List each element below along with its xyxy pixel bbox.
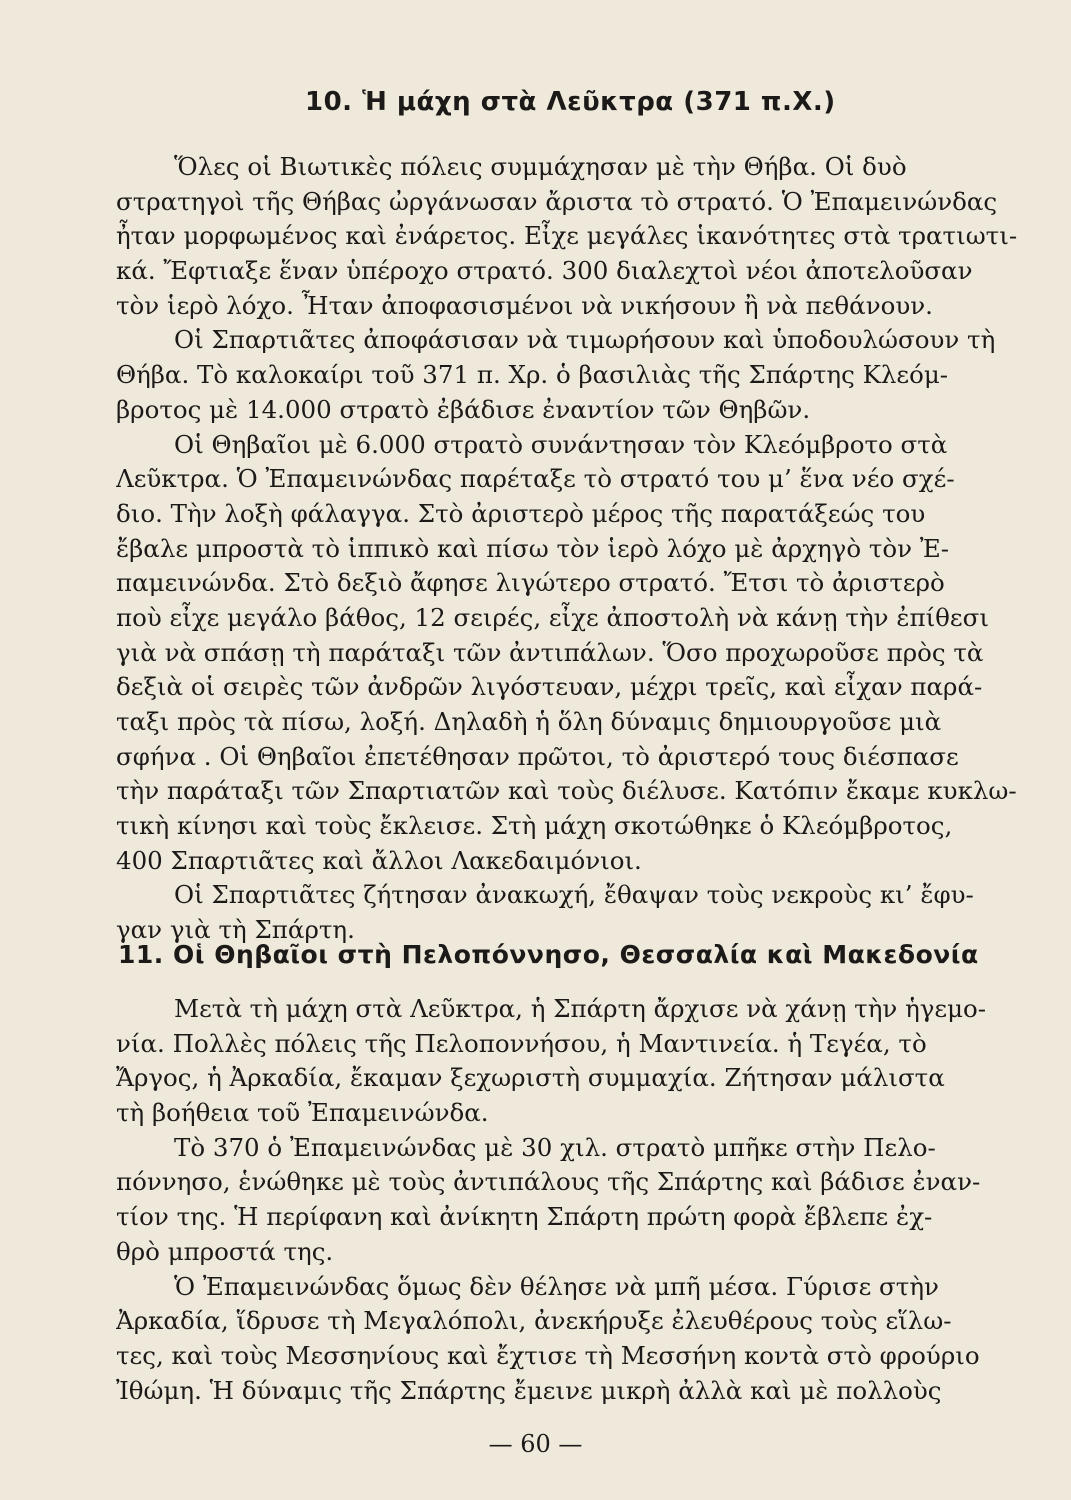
text-line: ποὺ εἶχε μεγάλο βάθος, 12 σειρές, εἶχε ἀποστολὴ νὰ κάνῃ τὴν ἐπίθεσι <box>116 602 989 632</box>
text-line: γιὰ νὰ σπάσῃ τὴ παράταξι τῶν ἀντιπάλων. Ὅσο προχωροῦσε πρὸς τὰ <box>116 637 984 667</box>
text-line: Λεῦκτρα. Ὁ Ἐπαμεινώνδας παρέταξε τὸ στρατό του μ’ ἕνα νέο σχέ- <box>116 464 955 494</box>
text-line: Θήβα. Τὸ καλοκαίρι τοῦ 371 π. Χρ. ὁ βασιλιὰς τῆς Σπάρτης Κλεόμ- <box>116 360 949 390</box>
text-line: 400 Σπαρτιᾶτες καὶ ἄλλοι Λακεδαιμόνιοι. <box>116 845 642 875</box>
section-10-heading: 10. Ἡ μάχη στὰ Λεῦκτρα (371 π.Χ.) <box>305 87 836 117</box>
text-line: Ἄργος, ἡ Ἀρκαδία, ἔκαμαν ξεχωριστὴ συμμαχία. Ζήτησαν μάλιστα <box>116 1063 945 1093</box>
text-line: δεξιὰ οἱ σειρὲς τῶν ἀνδρῶν λιγόστευαν, μέχρι τρεῖς, καὶ εἶχαν παρά- <box>116 672 983 702</box>
text-line: κά. Ἔφτιαξε ἕναν ὑπέροχο στρατό. 300 διαλεχτοὶ νέοι ἀποτελοῦσαν <box>116 256 973 286</box>
text-line: Ὅλες οἱ Βιωτικὲς πόλεις συμμάχησαν μὲ τὴν Θήβα. Οἱ δυὸ <box>174 152 907 181</box>
text-line: ἦταν μορφωμένος καὶ ἐνάρετος. Εἶχε μεγάλες ἱκανότητες στὰ τρατιωτι- <box>116 221 1018 251</box>
text-line: Ὁ Ἐπαμεινώνδας ὅμως δὲν θέλησε νὰ μπῆ μέσα. Γύρισε στὴν <box>174 1271 939 1301</box>
text-line: θρὸ μπροστά της. <box>116 1236 334 1266</box>
text-line: τες, καὶ τοὺς Μεσσηνίους καὶ ἔχτισε τὴ Μεσσήνη κοντὰ στὸ φρούριο <box>116 1340 980 1370</box>
text-line: Οἱ Σπαρτιᾶτες ζήτησαν ἀνακωχή, ἔθαψαν τοὺς νεκροὺς κι’ ἔφυ- <box>174 880 974 910</box>
text-line: στρατηγοὶ τῆς Θήβας ὠργάνωσαν ἄριστα τὸ στρατό. Ὁ Ἐπαμεινώνδας <box>116 186 998 216</box>
text-line: Οἱ Σπαρτιᾶτες ἀποφάσισαν νὰ τιμωρήσουν καὶ ὑποδουλώσουν τὴ <box>174 325 996 355</box>
text-line: παμεινώνδα. Στὸ δεξιὸ ἄφησε λιγώτερο στρατό. Ἔτσι τὸ ἀριστερὸ <box>116 568 945 598</box>
text-line: πόννησο, ἑνώθηκε μὲ τοὺς ἀντιπάλους τῆς Σπάρτης καὶ βάδισε ἐναν- <box>116 1167 981 1197</box>
text-line: διο. Τὴν λοξὴ φάλαγγα. Στὸ ἀριστερὸ μέρος τῆς παρατάξεώς του <box>116 498 926 528</box>
text-line: Ἀρκαδία, ἵδρυσε τὴ Μεγαλόπολι, ἀνεκήρυξε ἐλευθέρους τοὺς εἵλω- <box>116 1306 952 1336</box>
text-line: σφήνα . Οἱ Θηβαῖοι ἐπετέθησαν πρῶτοι, τὸ ἀριστερό τους διέσπασε <box>116 741 959 771</box>
text-line: γαν γιὰ τὴ Σπάρτη. <box>116 915 355 945</box>
text-line: τὸν ἱερὸ λόχο. Ἦταν ἀποφασισμένοι νὰ νικήσουν ἢ νὰ πεθάνουν. <box>116 290 933 320</box>
text-line: τὴν παράταξι τῶν Σπαρτιατῶν καὶ τοὺς διέλυσε. Κατόπιν ἔκαμε κυκλω- <box>116 776 1017 806</box>
section-11-heading: 11. Οἱ Θηβαῖοι στὴ Πελοπόννησο, Θεσσαλία καὶ Μακεδονία <box>118 940 979 969</box>
section-11-body <box>116 992 1036 1408</box>
page-number: — 60 — <box>488 1430 583 1458</box>
text-line: Τὸ 370 ὁ Ἐπαμεινώνδας μὲ 30 χιλ. στρατὸ μπῆκε στὴν Πελο- <box>174 1132 936 1162</box>
text-line: ἔβαλε μπροστὰ τὸ ἱππικὸ καὶ πίσω τὸν ἱερὸ λόχο μὲ ἀρχηγὸ τὸν Ἐ- <box>116 533 950 563</box>
text-line: βροτος μὲ 14.000 στρατὸ ἐβάδισε ἐναντίον τῶν Θηβῶν. <box>116 394 811 424</box>
text-line: Ἰθώμη. Ἡ δύναμις τῆς Σπάρτης ἔμεινε μικρὴ ἀλλὰ καὶ μὲ πολλοὺς <box>116 1375 942 1405</box>
text-line: Οἱ Θηβαῖοι μὲ 6.000 στρατὸ συνάντησαν τὸν Κλεόμβροτο στὰ <box>174 429 948 459</box>
text-line: τικὴ κίνησι καὶ τοὺς ἔκλεισε. Στὴ μάχη σκοτώθηκε ὁ Κλεόμβροτος, <box>116 811 953 841</box>
text-line: ταξι πρὸς τὰ πίσω, λοξή. Δηλαδὴ ἡ ὅλη δύναμις δημιουργοῦσε μιὰ <box>116 707 942 736</box>
text-line: τὴ βοήθεια τοῦ Ἐπαμεινώνδα. <box>116 1098 489 1128</box>
section-10-body <box>116 150 1036 948</box>
text-line: Μετὰ τὴ μάχη στὰ Λεῦκτρα, ἡ Σπάρτη ἄρχισε νὰ χάνῃ τὴν ἡγεμο- <box>174 994 987 1023</box>
text-line: τίον της. Ἡ περίφανη καὶ ἀνίκητη Σπάρτη πρώτη φορὰ ἔβλεπε ἐχ- <box>116 1202 933 1232</box>
text-line: νία. Πολλὲς πόλεις τῆς Πελοποννήσου, ἡ Μαντινεία. ἡ Τεγέα, τὸ <box>116 1028 927 1058</box>
